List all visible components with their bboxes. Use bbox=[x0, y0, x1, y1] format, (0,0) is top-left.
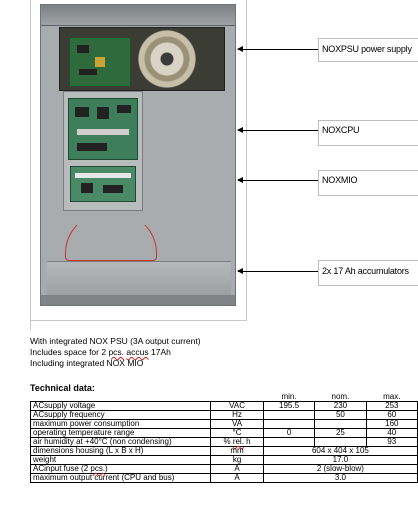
battery-shelf bbox=[47, 261, 231, 296]
cpu-board bbox=[68, 98, 138, 160]
callout-arrow-psu bbox=[238, 49, 318, 50]
unit-cell: kg bbox=[211, 456, 264, 465]
psu-module bbox=[59, 27, 225, 91]
nom-cell: 230 bbox=[315, 402, 366, 411]
max-cell: 160 bbox=[366, 420, 417, 429]
nom-cell: 50 bbox=[315, 411, 366, 420]
value-span-cell: 604 x 404 x 105 bbox=[263, 447, 417, 456]
unit-cell: Hz bbox=[211, 411, 264, 420]
param-cell: operating temperature range bbox=[31, 429, 211, 438]
max-cell: 40 bbox=[366, 429, 417, 438]
min-cell: 0 bbox=[263, 429, 314, 438]
value-span-cell: 2 (slow-blow) bbox=[263, 465, 417, 474]
max-cell: 60 bbox=[366, 411, 417, 420]
param-cell: maximum output current (CPU and bus) bbox=[31, 474, 211, 483]
psu-circuit-board bbox=[70, 38, 130, 86]
max-cell: 93 bbox=[366, 438, 417, 447]
intro-line-3: Including integrated NOX MIO bbox=[30, 358, 144, 368]
intro-line-1: With integrated NOX PSU (3A output current) bbox=[30, 336, 201, 346]
unit-cell: A bbox=[211, 465, 264, 474]
nom-cell: 25 bbox=[315, 429, 366, 438]
frame-line-bottom bbox=[30, 320, 247, 321]
callout-arrow-accu bbox=[238, 271, 318, 272]
min-cell bbox=[263, 411, 314, 420]
cabinet-lid bbox=[41, 5, 235, 26]
unit-cell: VA bbox=[211, 420, 264, 429]
callout-label-cpu: NOXCPU bbox=[322, 125, 360, 135]
callout-arrow-cpu bbox=[238, 130, 318, 131]
cabinet-photo bbox=[40, 4, 236, 306]
max-cell: 253 bbox=[366, 402, 417, 411]
toroidal-transformer bbox=[138, 30, 196, 88]
mio-board bbox=[70, 166, 136, 202]
frame-line-right bbox=[246, 0, 247, 320]
unit-cell: A bbox=[211, 474, 264, 483]
frame-line-left bbox=[30, 0, 31, 330]
unit-cell: % rel. h bbox=[211, 438, 264, 447]
param-cell: ACinput fuse (2 pcs.) bbox=[31, 465, 211, 474]
callout-label-accu: 2x 17 Ah accumulators bbox=[322, 266, 409, 276]
param-cell: maximum power consumption bbox=[31, 420, 211, 429]
technical-data-title: Technical data: bbox=[30, 383, 95, 393]
mounting-panel bbox=[63, 91, 143, 211]
callout-label-mio: NOXMIO bbox=[322, 175, 358, 185]
technical-data-table bbox=[30, 393, 418, 483]
cable-loop bbox=[65, 213, 157, 261]
intro-line-2: Includes space for 2 pcs. accus 17Ah bbox=[30, 347, 171, 357]
header-min: min. bbox=[263, 393, 314, 402]
min-cell bbox=[263, 438, 314, 447]
header-max: max. bbox=[366, 393, 417, 402]
header-nom: nom. bbox=[315, 393, 366, 402]
cabinet-base bbox=[41, 295, 235, 305]
param-cell: ACsupply voltage bbox=[31, 402, 211, 411]
callout-arrow-mio bbox=[238, 180, 318, 181]
value-span-cell: 3.0 bbox=[263, 474, 417, 483]
value-span-cell: 17.0 bbox=[263, 456, 417, 465]
table-row bbox=[31, 474, 418, 483]
min-cell: 195.5 bbox=[263, 402, 314, 411]
table-row bbox=[31, 447, 418, 456]
callout-label-psu: NOXPSU power supply bbox=[322, 44, 412, 54]
intro-text bbox=[30, 336, 201, 369]
unit-cell: mm bbox=[211, 447, 264, 456]
param-cell: ACsupply frequency bbox=[31, 411, 211, 420]
param-cell: dimensions housing (L x B x H) bbox=[31, 447, 211, 456]
unit-cell: °C bbox=[211, 429, 264, 438]
param-cell: weight bbox=[31, 456, 211, 465]
unit-cell: VAC bbox=[211, 402, 264, 411]
param-cell: air humidity at +40°C (non condensing) bbox=[31, 438, 211, 447]
